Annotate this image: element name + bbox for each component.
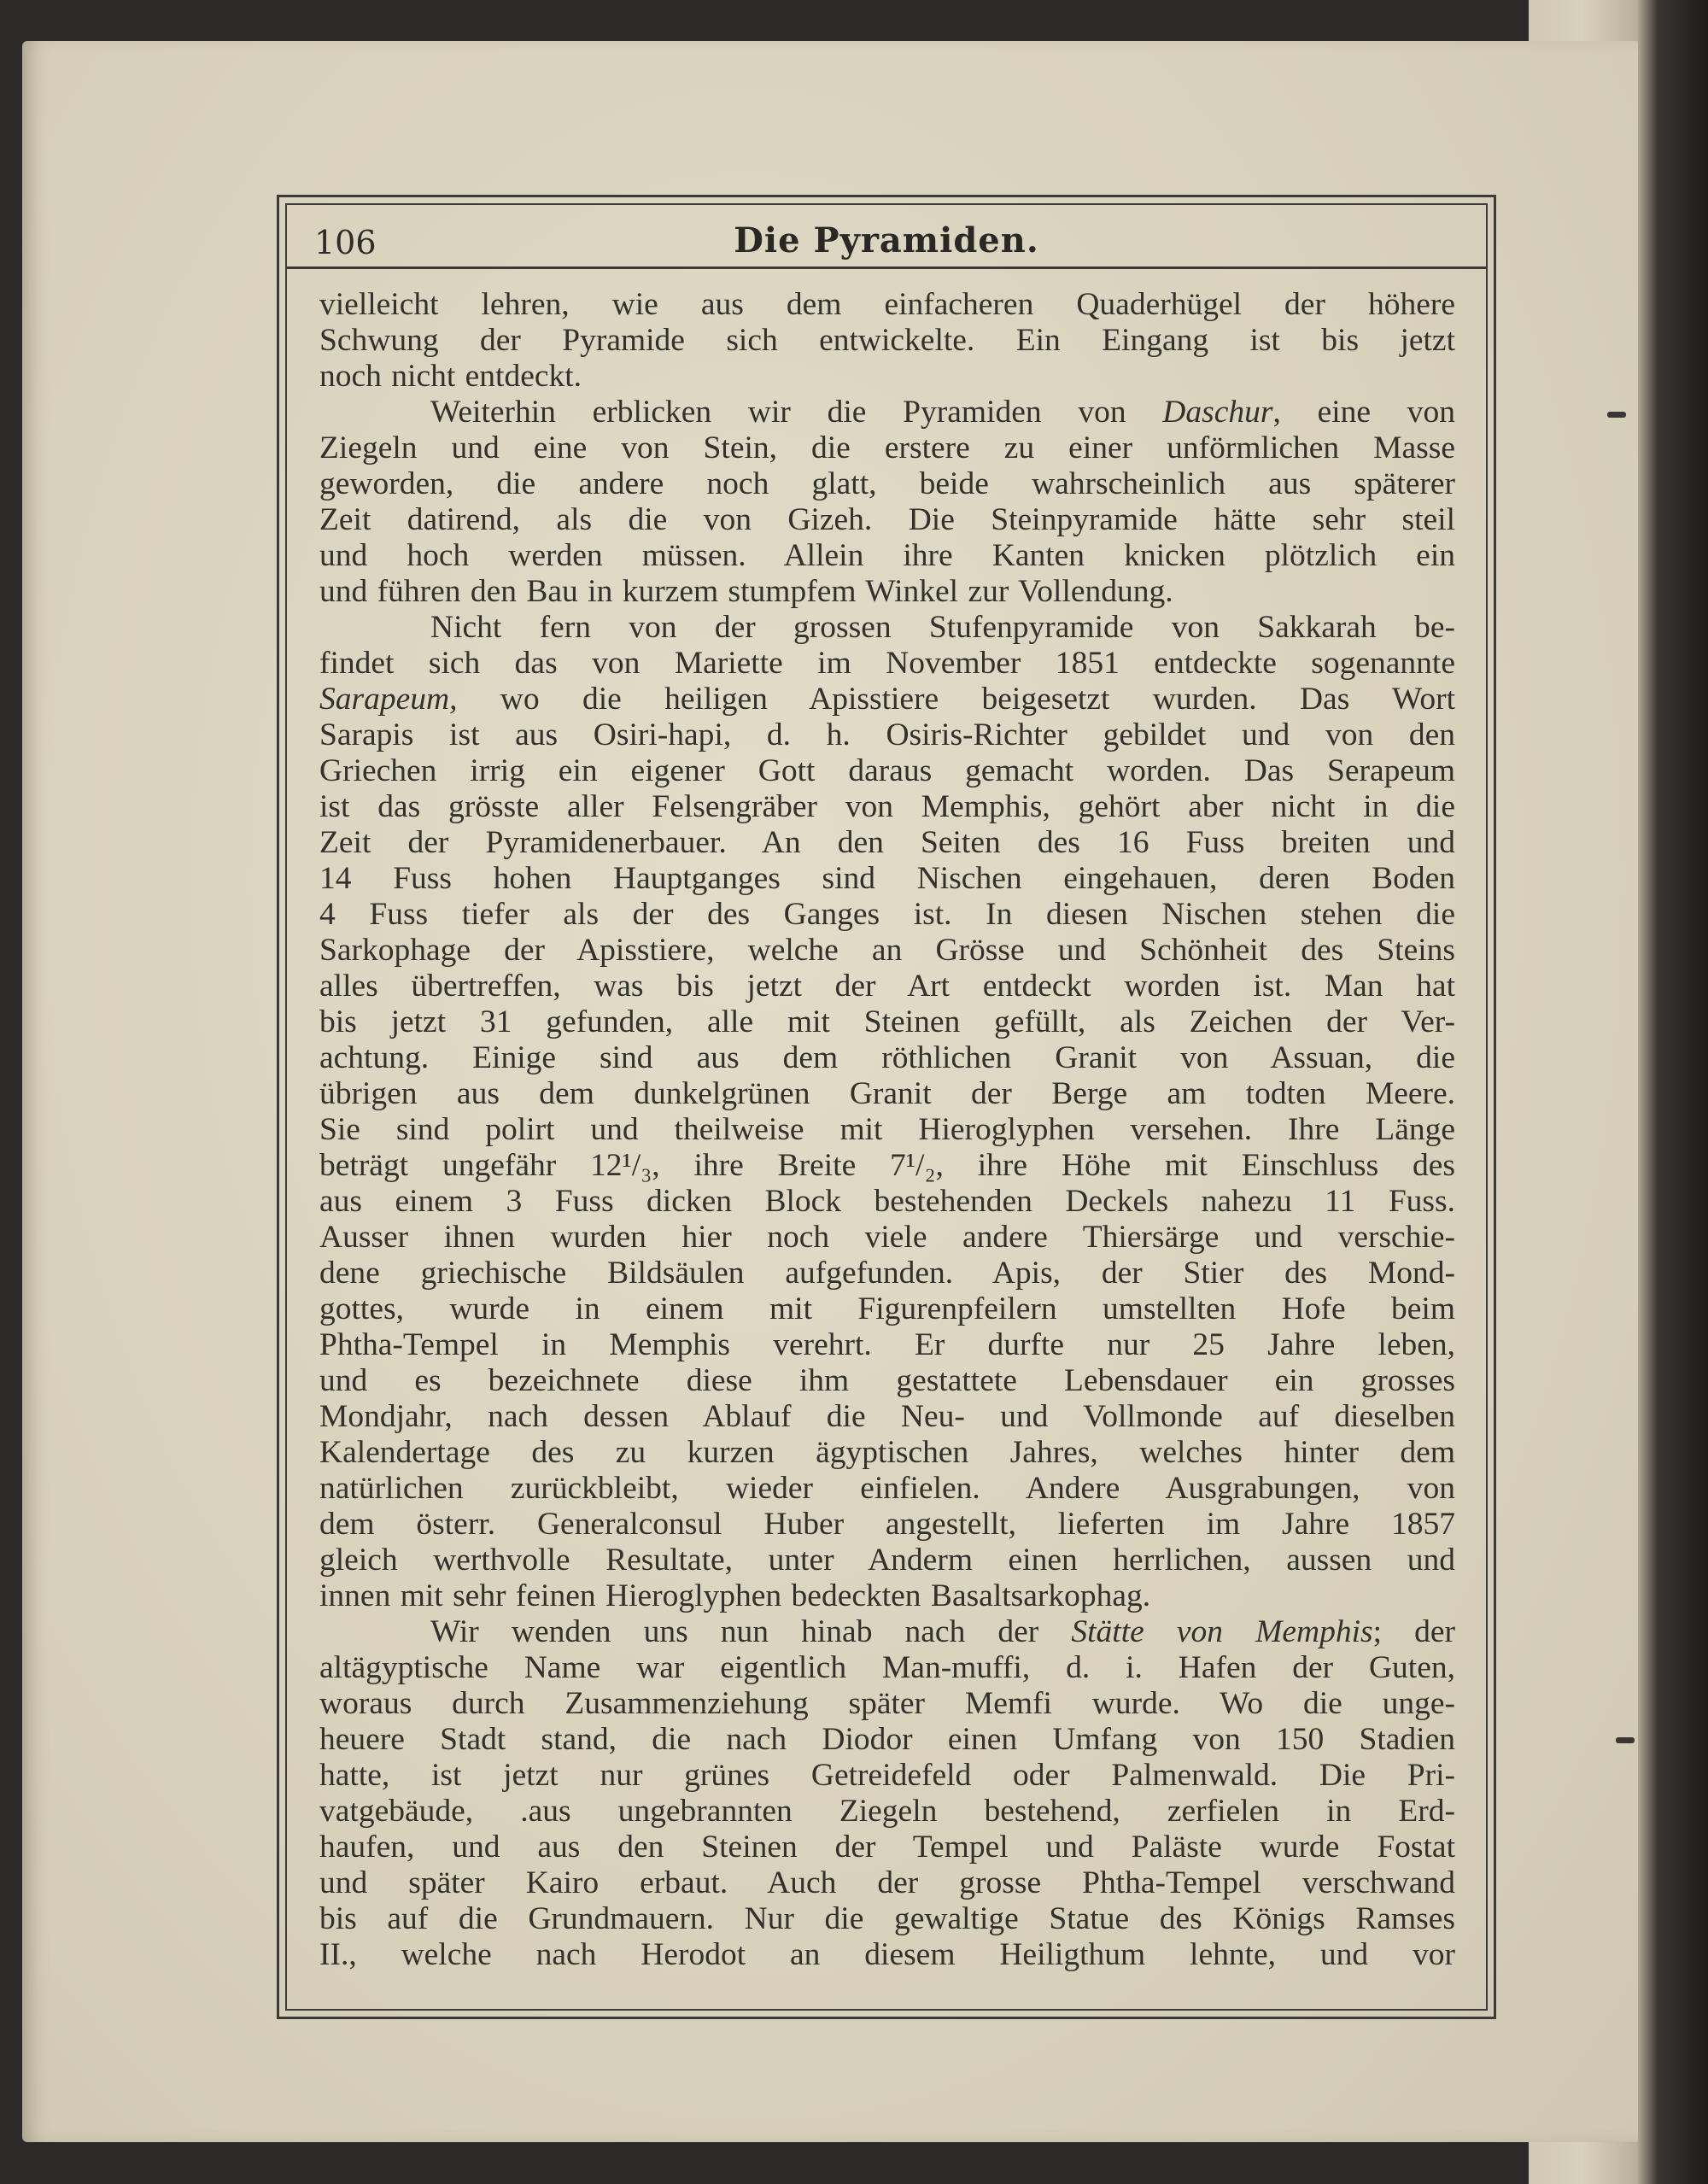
text-line: achtung. Einige sind aus dem röthlichen Granit von Assuan, die bbox=[319, 1040, 1455, 1075]
italic-term: Stätte von Memphis bbox=[1071, 1614, 1373, 1649]
text-line: altägyptische Name war eigentlich Man-muffi, d. i. Hafen der Guten, bbox=[319, 1650, 1455, 1685]
text-line bbox=[319, 1614, 1455, 1650]
text-line: und später Kairo erbaut. Auch der grosse Phtha-Tempel verschwand bbox=[319, 1865, 1455, 1900]
text-line: dene griechische Bildsäulen aufgefunden. Apis, der Stier des Mond- bbox=[319, 1256, 1455, 1291]
text-line: alles übertreffen, was bis jetzt der Art entdeckt worden ist. Man hat bbox=[319, 969, 1455, 1004]
text-line: Sarapis ist aus Osiri-hapi, d. h. Osiris-Richter gebildet und von den bbox=[319, 717, 1455, 752]
text-line-part: wo die heiligen Apisstiere beigesetzt wurden. Das Wort bbox=[457, 682, 1455, 717]
text-line: Sie sind polirt und theilweise mit Hieroglyphen versehen. Ihre Länge bbox=[319, 1112, 1455, 1147]
text-line: vielleicht lehren, wie aus dem einfacheren Quaderhügel der höhere bbox=[319, 287, 1455, 322]
text-line: Zeit der Pyramidenerbauer. An den Seiten des 16 Fuss breiten und bbox=[319, 825, 1455, 860]
text-line: Kalendertage des zu kurzen ägyptischen Jahres, welches hinter dem bbox=[319, 1435, 1455, 1470]
text-line: heuere Stadt stand, die nach Diodor einen Umfang von 150 Stadien bbox=[319, 1722, 1455, 1757]
text-line-part: Wir wenden uns nun hinab nach der bbox=[430, 1614, 1072, 1649]
body-text bbox=[319, 287, 1455, 1973]
italic-term: Sarapeum, bbox=[319, 682, 458, 717]
italic-term: Daschur bbox=[1162, 395, 1273, 430]
text-line: geworden, die andere noch glatt, beide wahrscheinlich aus späterer bbox=[319, 466, 1455, 501]
text-line: Phtha-Tempel in Memphis verehrt. Er durfte nur 25 Jahre leben, bbox=[319, 1327, 1455, 1362]
header-rule bbox=[285, 266, 1488, 269]
text-line: innen mit sehr feinen Hieroglyphen bedeckten Basaltsarkophag. bbox=[319, 1578, 1151, 1613]
text-line: Nicht fern von der grossen Stufenpyramide von Sakkarah be- bbox=[430, 610, 1455, 645]
text-line: Schwung der Pyramide sich entwickelte. Ein Eingang ist bis jetzt bbox=[319, 323, 1455, 358]
text-line: Ziegeln und eine von Stein, die erstere zu einer unförmlichen Masse bbox=[319, 430, 1455, 465]
text-line: II., welche nach Herodot an diesem Heiligthum lehnte, und vor bbox=[319, 1937, 1455, 1972]
text-line bbox=[319, 682, 1455, 717]
text-line: findet sich das von Mariette im November 1851 entdeckte sogenannte bbox=[319, 646, 1455, 681]
text-line: woraus durch Zusammenziehung später Memfi wurde. Wo die unge- bbox=[319, 1686, 1455, 1721]
text-line: und führen den Bau in kurzem stumpfem Winkel zur Vollendung. bbox=[319, 574, 1173, 609]
text-line: und es bezeichnete diese ihm gestattete Lebensdauer ein grosses bbox=[319, 1363, 1455, 1398]
text-line: Mondjahr, nach dessen Ablauf die Neu- und Vollmonde auf dieselben bbox=[319, 1399, 1455, 1434]
text-line: bis auf die Grundmauern. Nur die gewaltige Statue des Königs Ramses bbox=[319, 1901, 1455, 1936]
text-line: Griechen irrig ein eigener Gott daraus gemacht worden. Das Serapeum bbox=[319, 753, 1455, 788]
text-line: noch nicht entdeckt. bbox=[319, 359, 582, 394]
text-line: gleich werthvolle Resultate, unter Anderm einen herrlichen, aussen und bbox=[319, 1543, 1455, 1578]
text-line: übrigen aus dem dunkelgrünen Granit der Berge am todten Meere. bbox=[319, 1076, 1455, 1111]
text-line: gottes, wurde in einem mit Figurenpfeilern umstellten Hofe beim bbox=[319, 1291, 1455, 1326]
text-line: dem österr. Generalconsul Huber angestellt, lieferten im Jahre 1857 bbox=[319, 1507, 1455, 1542]
page-edge-mark bbox=[1616, 1737, 1635, 1743]
text-line: Ausser ihnen wurden hier noch viele andere Thiersärge und verschie- bbox=[319, 1220, 1455, 1255]
text-line: Sarkophage der Apisstiere, welche an Grösse und Schönheit des Steins bbox=[319, 933, 1455, 968]
text-line: ist das grösste aller Felsengräber von Memphis, gehört aber nicht in die bbox=[319, 789, 1455, 824]
text-line: bis jetzt 31 gefunden, alle mit Steinen gefüllt, als Zeichen der Ver- bbox=[319, 1004, 1455, 1039]
text-line: 14 Fuss hohen Hauptganges sind Nischen eingehauen, deren Boden bbox=[319, 861, 1455, 896]
text-line bbox=[319, 395, 1455, 430]
text-line: aus einem 3 Fuss dicken Block bestehenden Deckels nahezu 11 Fuss. bbox=[319, 1184, 1455, 1219]
page-number: 106 bbox=[314, 224, 377, 261]
text-line: 4 Fuss tiefer als der des Ganges ist. In diesen Nischen stehen die bbox=[319, 897, 1455, 932]
text-line: und hoch werden müssen. Allein ihre Kanten knicken plötzlich ein bbox=[319, 538, 1455, 573]
text-line: natürlichen zurückbleibt, wieder einfielen. Andere Ausgrabungen, von bbox=[319, 1471, 1455, 1506]
text-line-part: ; der bbox=[1372, 1614, 1455, 1649]
running-title: Die Pyramiden. bbox=[734, 220, 1039, 261]
text-line: beträgt ungefähr 12¹/₃, ihre Breite 7¹/₂, ihre Höhe mit Einschluss des bbox=[319, 1148, 1455, 1183]
text-line: vatgebäude, .aus ungebrannten Ziegeln bestehend, zerfielen in Erd- bbox=[319, 1794, 1455, 1829]
text-line: Zeit datirend, als die von Gizeh. Die Steinpyramide hätte sehr steil bbox=[319, 502, 1455, 537]
text-line: haufen, und aus den Steinen der Tempel und Paläste wurde Fostat bbox=[319, 1830, 1455, 1865]
text-line: hatte, ist jetzt nur grünes Getreidefeld oder Palmenwald. Die Pri- bbox=[319, 1758, 1455, 1793]
page-edge-mark bbox=[1607, 412, 1626, 418]
text-line-part: , eine von bbox=[1272, 395, 1455, 430]
text-line-part: Weiterhin erblicken wir die Pyramiden von bbox=[430, 395, 1163, 430]
